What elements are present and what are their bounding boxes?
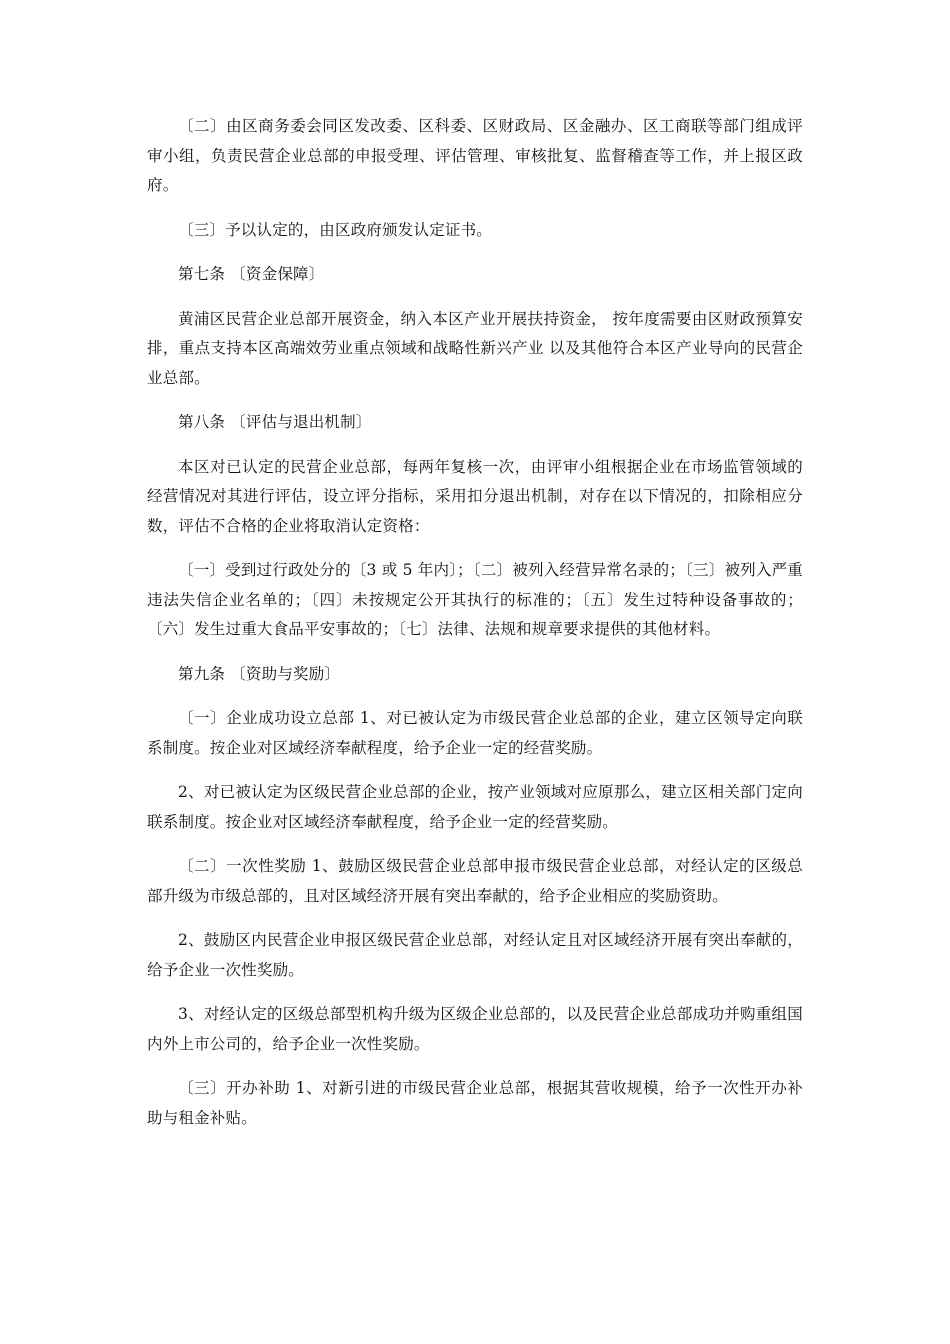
paragraph: 2、鼓励区内民营企业申报区级民营企业总部，对经认定且对区域经济开展有突出奉献的，给予企业一次性奖励。 bbox=[147, 931, 803, 979]
document-body bbox=[147, 112, 803, 1148]
paragraph: 〔二〕由区商务委会同区发改委、区科委、区财政局、区金融办、区工商联等部门组成评审小组，负责民营企业总部的申报受理、评估管理、审核批复、监督稽查等工作，并上报区政府。 bbox=[147, 117, 803, 194]
paragraph: 本区对已认定的民营企业总部，每两年复核一次，由评审小组根据企业在市场监管领域的经营情况对其进行评估，设立评分指标，采用扣分退出机制，对存在以下情况的，扣除相应分数，评估不合格的企业将取消认定资格： bbox=[147, 457, 803, 535]
article-heading: 第九条 〔资助与奖励〕 bbox=[178, 664, 341, 683]
paragraph: 〔一〕受到过行政处分的〔3 或 5 年内〕；〔二〕被列入经营异常名录的；〔三〕被列入严重违法失信企业名单的；〔四〕未按规定公开其执行的标准的；〔五〕发生过特种设备事故的；〔六〕发生过重大食品平安事故的；〔七〕法律、法规和规章要求提供的其他材料。 bbox=[147, 561, 803, 638]
paragraph: 3、对经认定的区级总部型机构升级为区级企业总部的，以及民营企业总部成功并购重组国内外上市公司的，给予企业一次性奖励。 bbox=[147, 1005, 803, 1053]
paragraph: 〔二〕一次性奖励 1、鼓励区级民营企业总部申报市级民营企业总部，对经认定的区级总部升级为市级总部的，且对区域经济开展有突出奉献的，给予企业相应的奖励资助。 bbox=[147, 857, 803, 905]
paragraph: 〔一〕企业成功设立总部 1、对已被认定为市级民营企业总部的企业，建立区领导定向联系制度。按企业对区域经济奉献程度，给予企业一定的经营奖励。 bbox=[147, 709, 803, 757]
paragraph: 〔三〕开办补助 1、对新引进的市级民营企业总部，根据其营收规模，给予一次性开办补助与租金补贴。 bbox=[147, 1079, 803, 1127]
paragraph: 黄浦区民营企业总部开展资金，纳入本区产业开展扶持资金， 按年度需要由区财政预算安排，重点支持本区高端效劳业重点领域和战略性新兴产业 以及其他符合本区产业导向的民营企业总部。 bbox=[147, 309, 803, 387]
paragraph: 〔三〕予以认定的，由区政府颁发认定证书。 bbox=[178, 220, 493, 239]
article-heading: 第八条 〔评估与退出机制〕 bbox=[178, 413, 372, 431]
article-heading: 第七条 〔资金保障〕 bbox=[178, 265, 325, 283]
paragraph: 2、对已被认定为区级民营企业总部的企业，按产业领域对应原那么，建立区相关部门定向联系制度。按企业对区域经济奉献程度，给予企业一定的经营奖励。 bbox=[147, 783, 803, 831]
